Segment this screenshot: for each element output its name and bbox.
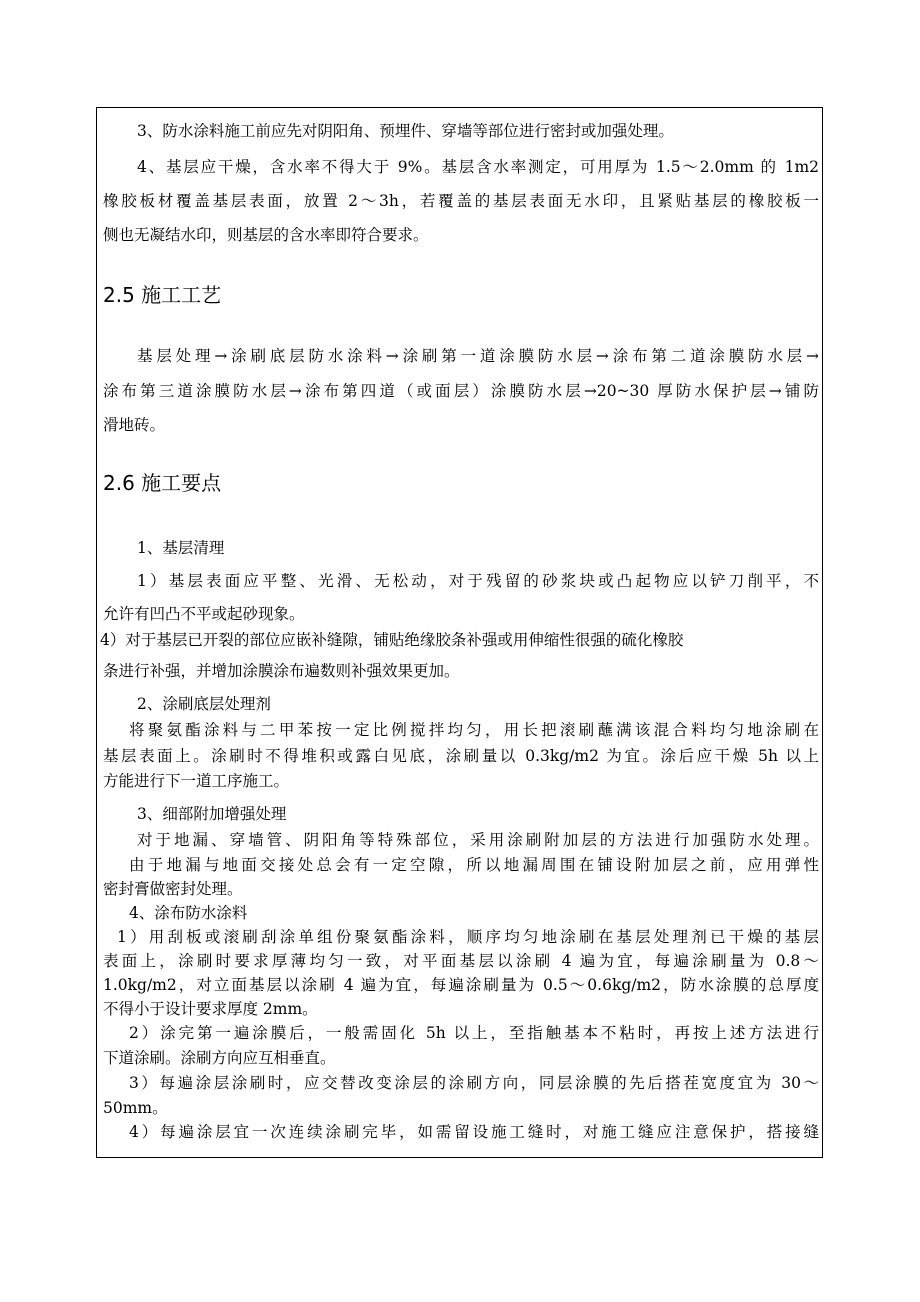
paragraph-line: 4）每遍涂层宜一次连续涂刷完毕，如需留设施工缝时，对施工缝应注意保护，搭接缝: [129, 1123, 819, 1141]
paragraph-line: 滑地砖。: [103, 416, 166, 434]
paragraph-line: 1）基层表面应平整、光滑、无松动，对于残留的砂浆块或凸起物应以铲刀削平，不: [137, 572, 819, 590]
paragraph-line: 对于地漏、穿墙管、阴阳角等特殊部位，采用涂刷附加层的方法进行加强防水处理。: [137, 831, 819, 849]
subsection-title: 1、基层清理: [137, 539, 225, 557]
section-heading-2-5: 2.5 施工工艺: [103, 283, 222, 307]
paragraph-line: 2）涂完第一遍涂膜后，一般需固化 5h 以上，至指触基本不粘时，再按上述方法进行: [129, 1024, 819, 1042]
subsection-title: 2、涂刷底层处理剂: [137, 695, 271, 713]
paragraph-line: 表面上，涂刷时要求厚薄均匀一致，对平面基层以涂刷 4 遍为宜，每遍涂刷量为 0.8～: [103, 952, 819, 970]
paragraph-line: 4、基层应干燥，含水率不得大于 9%。基层含水率测定，可用厚为 1.5～2.0mm 的 1m2: [137, 158, 819, 176]
paragraph-line: 橡胶板材覆盖基层表面，放置 2～3h，若覆盖的基层表面无水印，且紧贴基层的橡胶板一: [103, 192, 819, 210]
paragraph-line: 涂布第三道涂膜防水层→涂布第四道（或面层）涂膜防水层→20~30 厚防水保护层→铺防: [103, 382, 819, 400]
paragraph-line: 4）对于基层已开裂的部位应嵌补缝隙，铺贴绝缘胶条补强或用伸缩性很强的硫化橡胶: [100, 631, 684, 649]
paragraph-line: 3、防水涂料施工前应先对阴阳角、预埋件、穿墙等部位进行密封或加强处理。: [137, 122, 674, 140]
paragraph-line: 由于地漏与地面交接处总会有一定空隙，所以地漏周围在铺设附加层之前，应用弹性: [129, 856, 819, 874]
section-heading-2-6: 2.6 施工要点: [103, 471, 222, 495]
paragraph-line: 3）每遍涂层涂刷时，应交替改变涂层的涂刷方向，同层涂膜的先后搭茬宽度宜为 30～: [129, 1074, 819, 1092]
paragraph-line: 密封膏做密封处理。: [103, 880, 243, 898]
paragraph-line: 下道涂刷。涂刷方向应互相垂直。: [103, 1049, 336, 1067]
subsection-title: 3、细部附加增强处理: [137, 805, 287, 823]
paragraph-line: 允许有凹凸不平或起砂现象。: [103, 605, 305, 623]
paragraph-line: 基层表面上。涂刷时不得堆积或露白见底，涂刷量以 0.3kg/m2 为宜。涂后应干燥 5h 以上: [103, 747, 819, 765]
paragraph-line: 1.0kg/m2，对立面基层以涂刷 4 遍为宜，每遍涂刷量为 0.5～0.6kg/m2，防水涂膜的总厚度: [103, 976, 819, 994]
paragraph-line: 50mm。: [103, 1099, 168, 1117]
paragraph-line: 基层处理→涂刷底层防水涂料→涂刷第一道涂膜防水层→涂布第二道涂膜防水层→: [137, 347, 819, 365]
subsection-title: 4、涂布防水涂料: [129, 904, 248, 922]
paragraph-line: 1）用刮板或滚刷刮涂单组份聚氨酯涂料，顺序均匀地涂刷在基层处理剂已干燥的基层: [117, 928, 819, 946]
paragraph-line: 不得小于设计要求厚度 2mm。: [103, 1000, 318, 1018]
paragraph-line: 侧也无凝结水印，则基层的含水率即符合要求。: [103, 226, 429, 244]
paragraph-line: 将聚氨酯涂料与二甲苯按一定比例搅拌均匀，用长把滚刷蘸满该混合料均匀地涂刷在: [129, 721, 819, 739]
paragraph-line: 方能进行下一道工序施工。: [103, 772, 290, 790]
paragraph-line: 条进行补强，并增加涂膜涂布遍数则补强效果更加。: [103, 662, 460, 680]
